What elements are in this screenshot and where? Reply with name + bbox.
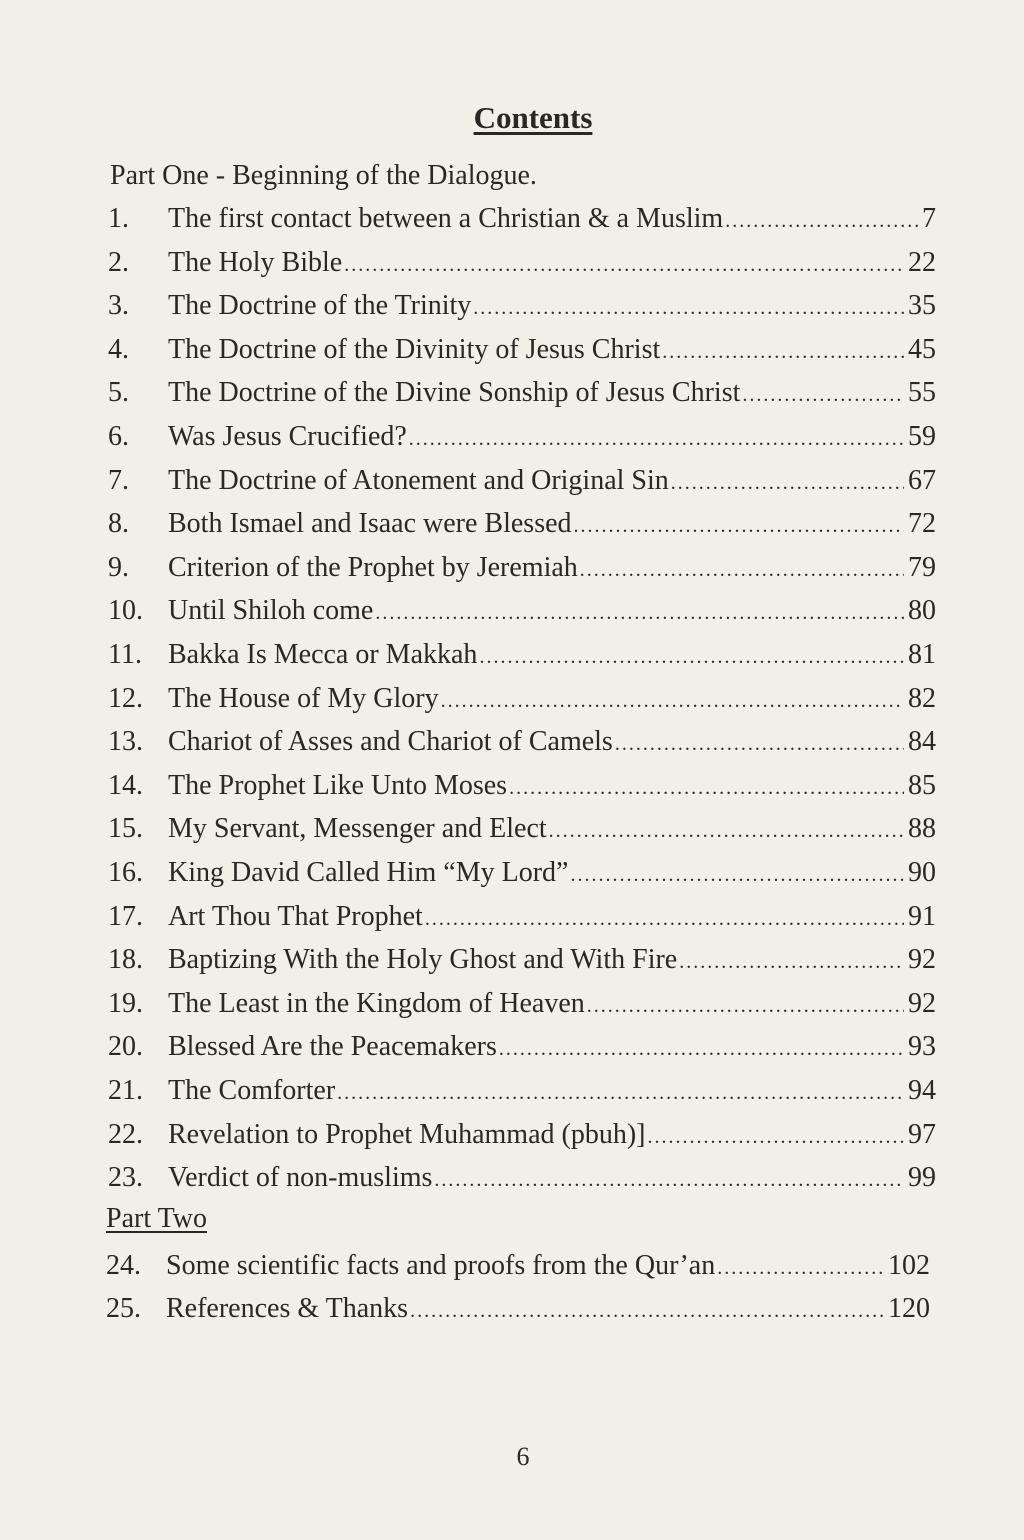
entry-title: The House of My Glory <box>168 682 439 714</box>
entry-number: 3. <box>108 290 129 322</box>
entry-number: 5. <box>108 377 129 409</box>
entry-page: 97 <box>908 1118 936 1150</box>
entry-title: Some scientific facts and proofs from the Qur’an <box>166 1250 716 1281</box>
toc-entry <box>108 203 936 235</box>
entry-page: 92 <box>908 944 936 976</box>
entry-page: 99 <box>908 1162 936 1194</box>
dot-leader <box>344 254 904 277</box>
entry-title: Baptizing With the Holy Ghost and With Fire <box>168 944 678 976</box>
entry-page: 84 <box>908 726 936 758</box>
entry-number: 9. <box>108 551 129 583</box>
page-title: Contents <box>473 100 593 135</box>
entry-number: 10. <box>108 595 143 627</box>
entry-number: 12. <box>108 682 143 714</box>
toc-entry <box>108 421 936 453</box>
dot-leader <box>337 1082 904 1105</box>
dot-leader <box>441 690 904 713</box>
dot-leader <box>725 210 918 233</box>
entry-number: 1. <box>108 203 129 234</box>
entry-number: 13. <box>108 726 143 758</box>
entry-number: 6. <box>108 421 129 452</box>
entry-title: My Servant, Messenger and Elect <box>168 813 547 845</box>
entry-number: 23. <box>108 1162 143 1194</box>
entry-page: 92 <box>908 987 936 1019</box>
entry-page: 35 <box>908 290 936 322</box>
toc-entry <box>108 639 936 671</box>
toc-entry <box>108 508 936 540</box>
entry-title: Verdict of non-muslims <box>168 1162 433 1194</box>
toc-entry <box>108 901 936 933</box>
entry-number: 16. <box>108 857 143 888</box>
dot-leader <box>615 733 904 756</box>
entry-title: The Doctrine of the Trinity <box>168 290 472 322</box>
dot-leader <box>574 515 904 538</box>
entry-page: 45 <box>908 333 936 365</box>
entry-title: Until Shiloh come <box>168 595 374 627</box>
dot-leader <box>499 1038 904 1061</box>
dot-leader <box>509 777 904 800</box>
toc-entry <box>108 290 936 322</box>
entry-page: 93 <box>908 1031 936 1063</box>
dot-leader <box>587 995 904 1018</box>
toc-entry <box>108 726 936 758</box>
toc-entry <box>108 595 936 627</box>
entry-page: 82 <box>908 682 936 714</box>
entry-page: 72 <box>908 508 936 540</box>
dot-leader <box>425 908 904 931</box>
entry-page: 81 <box>908 639 936 670</box>
entry-number: 8. <box>108 508 129 540</box>
toc-entry <box>108 988 936 1020</box>
dot-leader <box>473 297 904 320</box>
entry-number: 4. <box>108 333 129 365</box>
toc-entry <box>108 552 936 584</box>
toc-entry <box>108 1162 936 1194</box>
entry-page: 94 <box>908 1075 936 1106</box>
entry-title: The Comforter <box>168 1075 336 1106</box>
entry-number: 20. <box>108 1031 143 1063</box>
entry-page: 67 <box>908 464 936 496</box>
page-number: 6 <box>516 1442 530 1471</box>
toc-entry <box>108 377 936 409</box>
entry-title: Criterion of the Prophet by Jeremiah <box>168 551 578 583</box>
dot-leader <box>549 820 904 843</box>
entry-number: 21. <box>108 1075 143 1106</box>
entry-page: 120 <box>888 1293 930 1324</box>
entry-title: Art Thou That Prophet <box>168 900 423 932</box>
entry-title: Blessed Are the Peacemakers <box>168 1031 497 1063</box>
part-two-heading: Part Two <box>106 1203 207 1234</box>
entry-number: 15. <box>108 813 143 845</box>
entry-number: 25. <box>106 1293 141 1324</box>
entry-title: The Doctrine of the Divinity of Jesus Christ <box>168 333 661 365</box>
entry-number: 11. <box>108 639 142 670</box>
entry-title: The Doctrine of the Divine Sonship of Jesus Christ <box>168 377 741 409</box>
toc-entry <box>108 334 936 366</box>
toc-entry <box>108 1031 936 1063</box>
dot-leader <box>409 428 904 451</box>
dot-leader <box>434 1169 904 1192</box>
toc-entry <box>108 465 936 497</box>
entry-title: The first contact between a Christian & a Muslim <box>168 203 724 234</box>
entry-title: Chariot of Asses and Chariot of Camels <box>168 726 613 758</box>
entry-title: Bakka Is Mecca or Makkah <box>168 639 478 670</box>
toc-entry <box>108 247 936 279</box>
entry-number: 22. <box>108 1118 143 1150</box>
toc-entry <box>106 1293 930 1325</box>
toc-entry <box>108 770 936 802</box>
entry-page: 90 <box>908 857 936 888</box>
dot-leader <box>662 341 904 364</box>
part-one-heading: Part One - Beginning of the Dialogue. <box>110 160 537 191</box>
entry-page: 88 <box>908 813 936 845</box>
entry-title: The Doctrine of Atonement and Original Sin <box>168 464 669 496</box>
entry-title: Revelation to Prophet Muhammad (pbuh)] <box>168 1118 646 1150</box>
entry-page: 7 <box>922 203 936 234</box>
entry-number: 2. <box>108 246 129 278</box>
dot-leader <box>647 1126 904 1149</box>
dot-leader <box>671 472 904 495</box>
dot-leader <box>570 864 904 887</box>
entry-page: 80 <box>908 595 936 627</box>
toc-entry <box>108 857 936 889</box>
toc-entry <box>106 1250 930 1282</box>
entry-page: 22 <box>908 246 936 278</box>
entry-page: 79 <box>908 551 936 583</box>
dot-leader <box>717 1257 884 1280</box>
entry-page: 55 <box>908 377 936 409</box>
dot-leader <box>742 384 904 407</box>
toc-entry <box>108 813 936 845</box>
toc-entry <box>108 683 936 715</box>
entry-page: 91 <box>908 900 936 932</box>
toc-entry <box>108 944 936 976</box>
entry-page: 102 <box>888 1250 930 1281</box>
entry-number: 14. <box>108 769 143 801</box>
entry-title: King David Called Him “My Lord” <box>168 857 569 888</box>
entry-title: The Least in the Kingdom of Heaven <box>168 987 585 1019</box>
entry-page: 85 <box>908 769 936 801</box>
entry-title: The Prophet Like Unto Moses <box>168 769 508 801</box>
toc-entry <box>108 1075 936 1107</box>
entry-title: The Holy Bible <box>168 246 343 278</box>
dot-leader <box>479 646 904 669</box>
entry-number: 24. <box>106 1250 141 1281</box>
entry-number: 17. <box>108 900 143 932</box>
entry-number: 7. <box>108 464 129 496</box>
dot-leader <box>410 1300 884 1323</box>
entry-title: Was Jesus Crucified? <box>168 421 407 452</box>
toc-entry <box>108 1119 936 1151</box>
entry-title: Both Ismael and Isaac were Blessed <box>168 508 572 540</box>
dot-leader <box>679 951 904 974</box>
entry-page: 59 <box>908 421 936 452</box>
dot-leader <box>375 602 904 625</box>
entry-title: References & Thanks <box>166 1293 409 1324</box>
dot-leader <box>580 559 904 582</box>
entry-number: 18. <box>108 944 143 976</box>
entry-number: 19. <box>108 987 143 1019</box>
